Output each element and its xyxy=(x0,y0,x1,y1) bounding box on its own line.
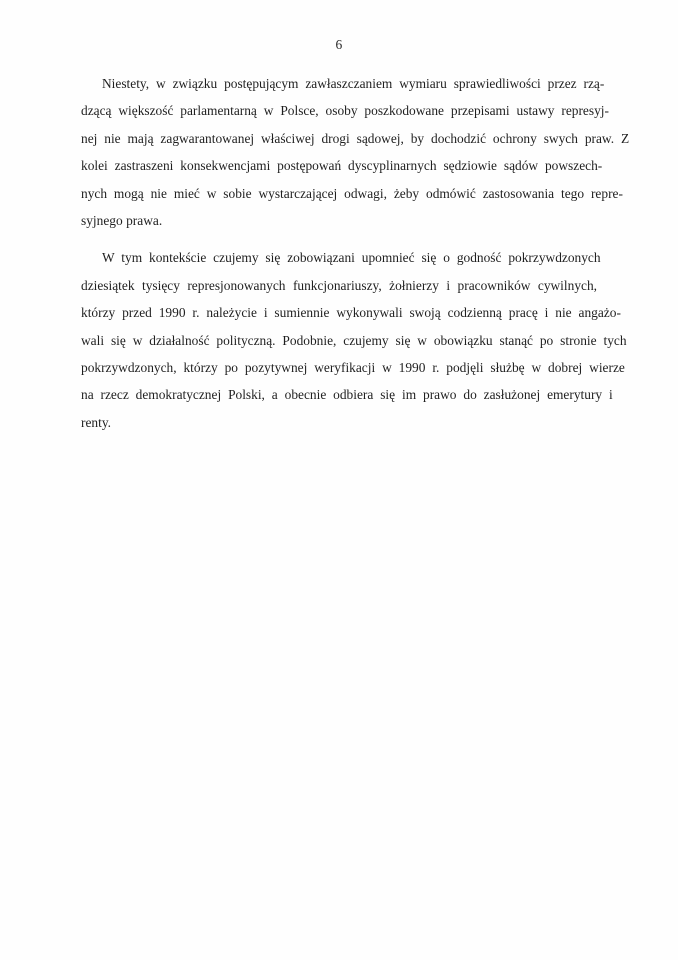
text-line: renty. xyxy=(81,414,111,430)
body-text-block xyxy=(81,70,630,436)
text-line: dziesiątek tysięcy represjonowanych funkcjonariuszy, żołnierzy i pracowników cywilnych, xyxy=(81,277,597,293)
paragraph-2 xyxy=(81,244,627,436)
text-line: Niestety, w związku postępującym zawłaszczaniem wymiaru sprawiedliwości przez rzą- xyxy=(102,76,605,91)
paragraph-1 xyxy=(81,70,630,234)
page-number: 6 xyxy=(335,37,343,52)
text-line: pokrzywdzonych, którzy po pozytywnej weryfikacji w 1990 r. podjęli służbę w dobrej wierze xyxy=(81,360,625,376)
text-line: wali się w działalność polityczną. Podobnie, czujemy się w obowiązku stanąć po stronie tych xyxy=(81,332,627,348)
text-line: nych mogą nie mieć w sobie wystarczającej odwagi, żeby odmówić zastosowania tego repre- xyxy=(81,185,623,201)
text-line: W tym kontekście czujemy się zobowiązani upomnieć się o godność pokrzywdzonych xyxy=(102,250,601,266)
text-line: którzy przed 1990 r. należycie i sumiennie wykonywali swoją codzienną pracę i nie angażo- xyxy=(81,305,621,321)
text-line: na rzecz demokratycznej Polski, a obecnie odbiera się im prawo do zasłużonej emerytury i xyxy=(81,387,613,403)
text-line: syjnego prawa. xyxy=(81,213,163,229)
text-line: kolei zastraszeni konsekwencjami postępowań dyscyplinarnych sędziowie sądów powszech- xyxy=(81,158,603,174)
text-line: dzącą większość parlamentarną w Polsce, osoby poszkodowane przepisami ustawy represyj- xyxy=(81,103,609,119)
text-line: nej nie mają zagwarantowanej właściwej drogi sądowej, by dochodzić ochrony swych praw. Z xyxy=(81,130,630,146)
